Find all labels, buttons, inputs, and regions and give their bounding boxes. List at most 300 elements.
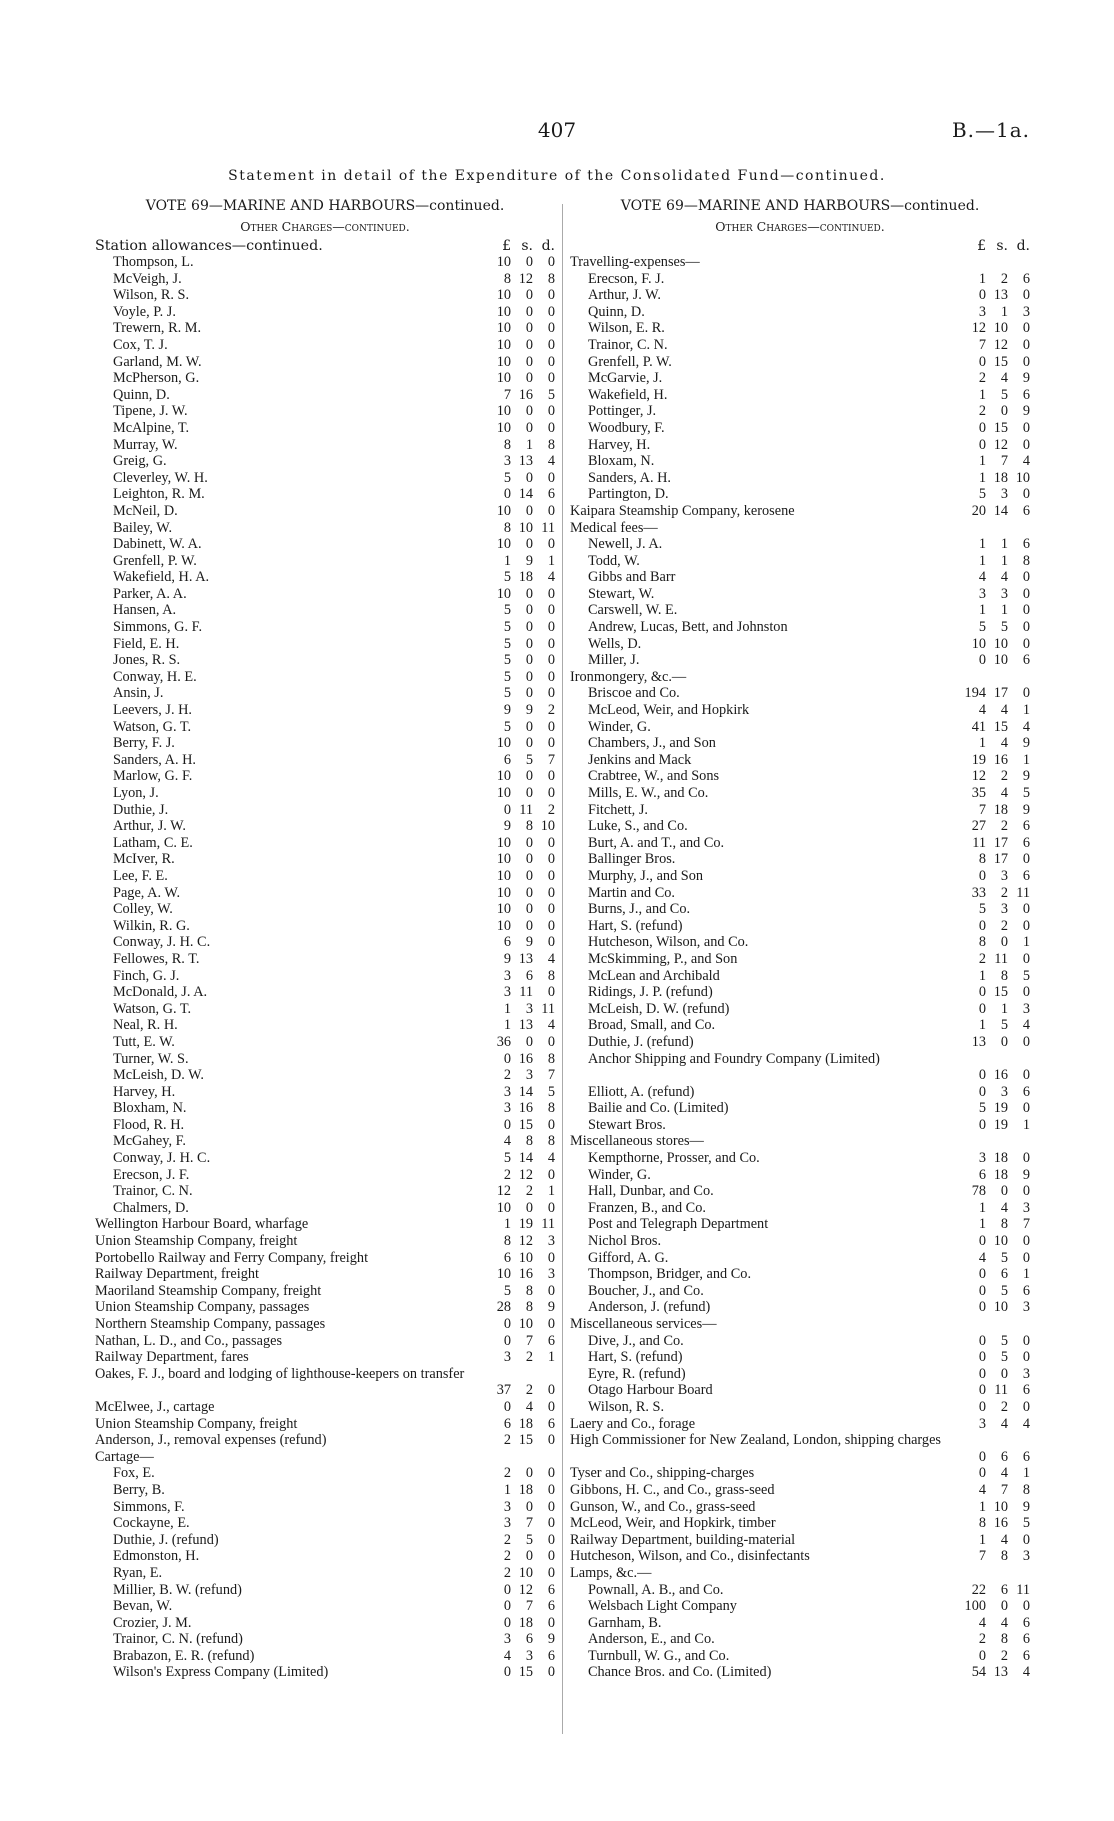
entry-name: Fellowes, R. T. [113,950,200,967]
entry-name: Wilson, R. S. [588,1398,665,1415]
entry-amount [956,1250,1030,1267]
entry-amount [956,685,1030,702]
entry-amount [481,304,555,321]
amount-pence: 8 [547,1133,555,1150]
amount-pounds: 37 [496,1382,511,1399]
entry-name: Northern Steamship Company, passages [95,1316,326,1332]
entry-name: Carswell, W. E. [588,602,678,619]
entry-name: Cockayne, E. [113,1515,190,1532]
table-row [570,503,1030,520]
amount-pounds: 9 [503,818,511,835]
amount-shillings: 16 [518,386,533,403]
table-row [95,370,555,387]
table-row [570,1349,1030,1366]
entries-left [95,254,555,1681]
amount-pounds: 10 [496,917,511,934]
amount-pence: 6 [1022,867,1030,884]
entry-amount [481,1515,555,1532]
table-row [570,586,1030,603]
table-row [95,503,555,520]
amount-pence: 1 [1022,702,1030,719]
table-row [570,1001,1030,1018]
entry-amount [956,951,1030,968]
amount-shillings: 5 [1000,1349,1008,1366]
document-reference: B.—1a. [951,118,1030,142]
entry-name: Eyre, R. (refund) [588,1365,686,1382]
amount-pence: 0 [547,1481,555,1498]
table-row [570,403,1030,420]
amount-pence: 6 [547,1332,555,1349]
table-row [570,1167,1030,1184]
entry-name: Bevan, W. [113,1598,173,1615]
entry-name: Conway, J. H. C. [113,934,211,951]
amount-shillings: 2 [525,1382,533,1399]
entry-name: Wakefield, H. A. [113,569,210,586]
entry-amount [956,1664,1030,1681]
table-row [95,1133,555,1150]
amount-shillings: 0 [525,785,533,801]
entry-name: Leighton, R. M. [113,486,205,503]
entry-name: Anderson, E., and Co. [588,1631,715,1648]
table-row [95,1648,555,1665]
table-row [570,304,1030,321]
entry-amount [956,1299,1030,1316]
amount-shillings: 17 [993,851,1008,868]
table-row [570,851,1030,868]
amount-pence: 8 [547,967,555,984]
entry-amount [956,437,1030,454]
amount-shillings: 12 [518,1233,533,1250]
amount-shillings: 0 [525,851,533,868]
table-row [570,868,1030,885]
table-row [570,835,1030,852]
amount-shillings: 12 [993,336,1008,353]
entry-amount [956,1499,1030,1516]
amount-shillings: 0 [525,502,533,519]
entry-amount [956,934,1030,951]
amount-pounds: 5 [503,668,511,685]
table-row [95,868,555,885]
entry-amount [481,785,555,802]
entry-name: Flood, R. H. [113,1116,185,1133]
amount-pence: 7 [547,751,555,768]
entry-name: Wilkin, R. G. [113,917,190,934]
entry-name: Burt, A. and T., and Co. [588,834,725,851]
amount-pounds: 0 [503,1316,511,1332]
amount-pounds: 0 [978,1365,986,1382]
amount-shillings: 18 [993,801,1008,818]
vote-heading-right: VOTE 69—MARINE AND HARBOURS—continued. [620,198,980,214]
amount-shillings: 11 [994,1382,1008,1399]
amount-shillings: 3 [525,1067,533,1084]
entry-name: Union Steamship Company, freight [95,1415,298,1432]
entry-name: Pottinger, J. [588,403,657,420]
entry-name: Martin and Co. [588,884,675,901]
amount-pence: 6 [1022,1647,1030,1664]
table-row [95,602,555,619]
table-row [570,719,1030,736]
amount-pence: 2 [547,702,555,719]
amount-shillings: 11 [519,984,533,1001]
amount-shillings: 18 [518,1481,533,1498]
table-row [570,1366,1030,1383]
amount-shillings: 10 [993,652,1008,669]
entry-name: Tipene, J. W. [113,403,188,420]
amount-pence: 10 [1015,469,1030,486]
amount-shillings: 2 [1000,1647,1008,1664]
table-row [570,752,1030,769]
table-row [570,735,1030,752]
amount-pounds: 0 [978,1299,986,1316]
amount-pence: 6 [1022,834,1030,851]
entry-name: Bailey, W. [113,519,173,536]
entries-right [570,254,1030,1681]
amount-pounds: 35 [971,785,986,801]
amount-pence: 6 [547,1647,555,1664]
table-row [95,719,555,736]
entry-name: Duthie, J. (refund) [588,1033,694,1050]
amount-pounds: 2 [503,1067,511,1084]
table-row [95,1499,555,1516]
entry-amount [481,1465,555,1482]
entry-name: Ballinger Bros. [588,851,676,868]
amount-pence: 0 [547,1282,555,1299]
entry-amount [956,785,1030,802]
amount-pence: 9 [1022,1166,1030,1183]
entry-amount [956,1532,1030,1549]
amount-shillings: 19 [993,1100,1008,1117]
table-row [570,370,1030,387]
table-row [570,1548,1030,1565]
amount-shillings: 1 [525,436,533,453]
entry-amount [956,1631,1030,1648]
amount-pounds: 3 [978,1150,986,1167]
table-row [95,287,555,304]
table-row [95,752,555,769]
amount-shillings: 0 [525,834,533,851]
amount-pence: 0 [1022,336,1030,353]
table-row [570,685,1030,702]
amount-shillings: 11 [994,950,1008,967]
amount-shillings: 0 [1000,1183,1008,1200]
amount-shillings: 7 [525,1598,533,1615]
table-row [95,934,555,951]
entry-name: McIver, R. [113,851,175,868]
entry-amount [481,453,555,470]
entry-amount [956,453,1030,470]
amount-pounds: 0 [978,1382,986,1399]
entry-amount [481,503,555,520]
amount-pounds: 5 [503,1282,511,1299]
table-row [570,1034,1030,1051]
entry-name: Ansin, J. [113,685,164,702]
amount-pence: 0 [1022,1398,1030,1415]
entry-amount [956,354,1030,371]
entry-amount [481,735,555,752]
entry-amount [481,1001,555,1018]
table-row [570,536,1030,553]
entry-name: McNeil, D. [113,502,178,519]
amount-pence: 6 [1022,818,1030,835]
amount-shillings: 15 [518,1664,533,1681]
entry-amount [956,1001,1030,1018]
table-row [570,1250,1030,1267]
amount-shillings: 5 [1000,1017,1008,1034]
amount-pence: 6 [1022,270,1030,287]
amount-pounds: 10 [496,785,511,801]
entry-amount [956,752,1030,769]
table-row [570,602,1030,619]
amount-pence: 6 [547,1415,555,1432]
right-column [570,198,1030,1681]
amount-pence: 0 [547,619,555,636]
entry-name: Chambers, J., and Son [588,735,716,752]
table-row [95,1167,555,1184]
header-pence: d. [541,238,555,254]
table-row [570,553,1030,570]
table-row [95,1615,555,1632]
amount-shillings: 5 [525,1531,533,1548]
table-row [570,1499,1030,1516]
entry-amount [481,818,555,835]
entry-name: Woodbury, F. [588,419,665,436]
amount-pence: 0 [547,1614,555,1631]
entry-amount [956,1416,1030,1433]
amount-pounds: 0 [503,1332,511,1349]
amount-shillings: 0 [525,320,533,337]
subheading-right: Other Charges—continued. [715,219,885,234]
amount-pounds: 36 [496,1033,511,1050]
amount-shillings: 18 [518,1614,533,1631]
entry-name: Simmons, F. [113,1498,185,1515]
amount-shillings: 15 [993,353,1008,370]
amount-pence: 0 [547,917,555,934]
entry-name: Hutcheson, Wilson, and Co. [588,934,749,951]
amount-shillings: 5 [1000,1332,1008,1349]
amount-pounds: 1 [978,552,986,569]
amount-pence: 3 [547,1233,555,1250]
entry-name: Thompson, L. [113,254,194,270]
entry-amount [956,1084,1030,1101]
table-row [570,1416,1030,1433]
entry-amount [481,1200,555,1217]
entry-name: Briscoe and Co. [588,685,680,702]
entry-amount [481,586,555,603]
entry-name: Wilson, E. R. [588,320,665,337]
amount-pence: 0 [547,254,555,270]
entry-name: Latham, C. E. [113,834,193,851]
entry-name: Franzen, B., and Co. [588,1199,706,1216]
table-row [95,851,555,868]
table-row [570,1051,1030,1084]
table-row [95,1449,555,1466]
entry-name: Lee, F. E. [113,867,168,884]
table-row [95,968,555,985]
amount-pence: 4 [1022,718,1030,735]
entry-amount [481,702,555,719]
amount-pence: 0 [547,1116,555,1133]
entry-amount [956,984,1030,1001]
entry-name: Maoriland Steamship Company, freight [95,1282,322,1299]
entry-amount [956,1648,1030,1665]
amount-pounds: 3 [503,1498,511,1515]
table-row [570,901,1030,918]
header-pounds: £ [502,238,511,254]
amount-shillings: 18 [993,1150,1008,1167]
amount-pence: 0 [547,1398,555,1415]
entry-name: Wells, D. [588,635,642,652]
header-shillings: s. [521,238,533,254]
amount-pence: 0 [547,1548,555,1565]
amount-pence: 0 [1022,287,1030,304]
entry-amount [956,1233,1030,1250]
amount-pence: 0 [1022,1183,1030,1200]
amount-pounds: 4 [978,702,986,719]
amount-pounds: 5 [978,486,986,503]
amount-pence: 0 [547,1382,555,1399]
page-number: 407 [537,118,577,142]
amount-shillings: 0 [525,419,533,436]
entry-amount [481,1133,555,1150]
amount-shillings: 3 [525,1647,533,1664]
entry-amount [956,569,1030,586]
entry-amount [481,337,555,354]
entry-amount [956,486,1030,503]
table-row [95,1399,555,1416]
amount-pence: 0 [547,602,555,619]
entry-name: Kempthorne, Prosser, and Co. [588,1150,760,1167]
amount-pence: 0 [547,867,555,884]
amount-pence: 0 [547,1531,555,1548]
column-divider [562,204,563,1734]
amount-shillings: 15 [993,718,1008,735]
table-row [95,1034,555,1051]
amount-pounds: 0 [978,419,986,436]
amount-pounds: 5 [503,602,511,619]
amount-pence: 0 [547,403,555,420]
table-row [570,652,1030,669]
entry-amount [481,520,555,537]
entry-amount [956,835,1030,852]
amount-pounds: 3 [503,1631,511,1648]
table-row [570,785,1030,802]
amount-pounds: 3 [503,1100,511,1117]
amount-pounds: 7 [978,1548,986,1565]
table-row [570,420,1030,437]
amount-pence: 4 [1022,453,1030,470]
table-row [570,918,1030,935]
amount-pence: 6 [1022,1614,1030,1631]
amount-pounds: 8 [978,1515,986,1532]
amount-pounds: 9 [503,950,511,967]
amount-pounds: 10 [496,901,511,918]
entry-name: Nichol Bros. [588,1233,662,1250]
amount-shillings: 16 [518,1266,533,1283]
table-row [95,536,555,553]
amount-pence: 1 [1022,751,1030,768]
entry-amount [481,1582,555,1599]
header-pounds: £ [977,238,986,254]
table-row [570,1100,1030,1117]
amount-pounds: 0 [978,1398,986,1415]
amount-pence: 5 [1022,1515,1030,1532]
amount-shillings: 15 [993,984,1008,1001]
entry-amount [481,1532,555,1549]
entry-name: McPherson, G. [113,370,200,387]
amount-shillings: 14 [518,1150,533,1167]
amount-shillings: 0 [1000,1365,1008,1382]
entry-amount [956,885,1030,902]
amount-shillings: 17 [993,685,1008,702]
entry-name: McGarvie, J. [588,370,663,387]
amount-pounds: 19 [971,751,986,768]
amount-pence: 6 [1022,386,1030,403]
amount-shillings: 10 [518,1249,533,1266]
amount-shillings: 13 [518,950,533,967]
amount-shillings: 2 [1000,768,1008,785]
entry-amount [956,1216,1030,1233]
amount-pounds: 10 [496,502,511,519]
table-row [95,1515,555,1532]
amount-pence: 3 [1022,1365,1030,1382]
amount-shillings: 10 [518,1564,533,1581]
amount-shillings: 6 [1000,1448,1008,1465]
amount-pence: 0 [1022,585,1030,602]
entry-name: Partington, D. [588,486,669,503]
amount-pounds: 10 [496,867,511,884]
entry-amount [481,569,555,586]
amount-pounds: 0 [978,1647,986,1664]
table-row [570,951,1030,968]
table-row [570,1084,1030,1101]
table-row [570,1482,1030,1499]
entry-name: Winder, G. [588,1166,651,1183]
amount-pence: 11 [1016,884,1030,901]
amount-pounds: 1 [978,469,986,486]
table-row [95,669,555,686]
entry-amount [956,1150,1030,1167]
table-row [570,885,1030,902]
entry-amount [481,1216,555,1233]
amount-shillings: 8 [525,1133,533,1150]
table-row [95,951,555,968]
amount-shillings: 0 [525,635,533,652]
table-row [95,1183,555,1200]
entry-name: Luke, S., and Co. [588,818,688,835]
amount-shillings: 3 [1000,901,1008,918]
entry-amount [481,1266,555,1283]
entry-amount [481,1150,555,1167]
table-row [95,1051,555,1068]
entry-amount [956,1615,1030,1632]
table-row [95,1017,555,1034]
amount-pounds: 4 [978,1249,986,1266]
amount-shillings: 6 [1000,1266,1008,1283]
entry-name: Elliott, A. (refund) [588,1083,695,1100]
entry-name: Lamps, &c.— [570,1564,652,1581]
amount-pence: 6 [1022,1631,1030,1648]
amount-pounds: 10 [496,884,511,901]
table-row [95,1465,555,1482]
amount-pounds: 1 [503,1481,511,1498]
amount-pounds: 4 [978,569,986,586]
entry-name: Jones, R. S. [113,652,181,669]
amount-shillings: 2 [1000,884,1008,901]
table-row [570,453,1030,470]
amount-pence: 0 [547,336,555,353]
amount-shillings: 14 [993,502,1008,519]
amount-pence: 6 [1022,1282,1030,1299]
